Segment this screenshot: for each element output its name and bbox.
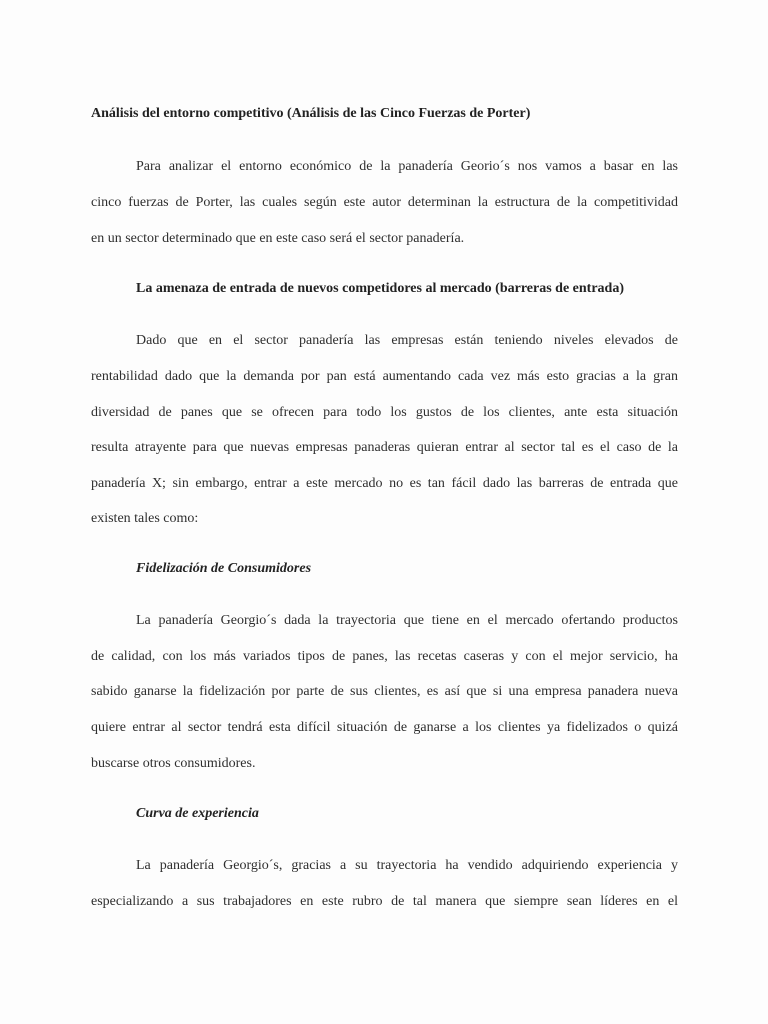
section1-line-4: resulta atrayente para que nuevas empresas panaderas quieran entrar al sector tal es el caso de la <box>91 440 678 455</box>
intro-line-2: cinco fuerzas de Porter, las cuales según este autor determinan la estructura de la competitividad <box>91 195 678 210</box>
section3-line-1: La panadería Georgio´s, gracias a su trayectoria ha vendido adquiriendo experiencia y <box>136 858 678 873</box>
section1-line-1: Dado que en el sector panadería las empresas están teniendo niveles elevados de <box>136 333 678 348</box>
section2-line-2: de calidad, con los más variados tipos de panes, las recetas caseras y con el mejor servicio, ha <box>91 649 678 664</box>
section1-line-3: diversidad de panes que se ofrecen para todo los gustos de los clientes, ante esta situación <box>91 405 678 420</box>
section1-line-2: rentabilidad dado que la demanda por pan está aumentando cada vez más esto gracias a la gran <box>91 369 678 384</box>
section-heading-barreras: La amenaza de entrada de nuevos competidores al mercado (barreras de entrada) <box>136 281 624 296</box>
section2-line-5: buscarse otros consumidores. <box>91 756 256 771</box>
section-heading-curva: Curva de experiencia <box>136 806 259 821</box>
section1-line-5: panadería X; sin embargo, entrar a este mercado no es tan fácil dado las barreras de entrada que <box>91 476 678 491</box>
section2-line-3: sabido ganarse la fidelización por parte de sus clientes, es así que si una empresa panadera nueva <box>91 684 678 699</box>
intro-line-1: Para analizar el entorno económico de la panadería Georio´s nos vamos a basar en las <box>136 159 678 174</box>
section-heading-fidelizacion: Fidelización de Consumidores <box>136 561 312 576</box>
intro-line-3: en un sector determinado que en este caso será el sector panadería. <box>91 231 465 246</box>
section2-line-4: quiere entrar al sector tendrá esta difícil situación de ganarse a los clientes ya fidelizados o quizá <box>91 720 678 735</box>
document-title: Análisis del entorno competitivo (Análisis de las Cinco Fuerzas de Porter) <box>91 106 531 121</box>
section1-line-6: existen tales como: <box>91 511 199 526</box>
section2-line-1: La panadería Georgio´s dada la trayectoria que tiene en el mercado ofertando productos <box>136 613 678 628</box>
section3-line-2: especializando a sus trabajadores en este rubro de tal manera que siempre sean líderes en el <box>91 894 678 909</box>
